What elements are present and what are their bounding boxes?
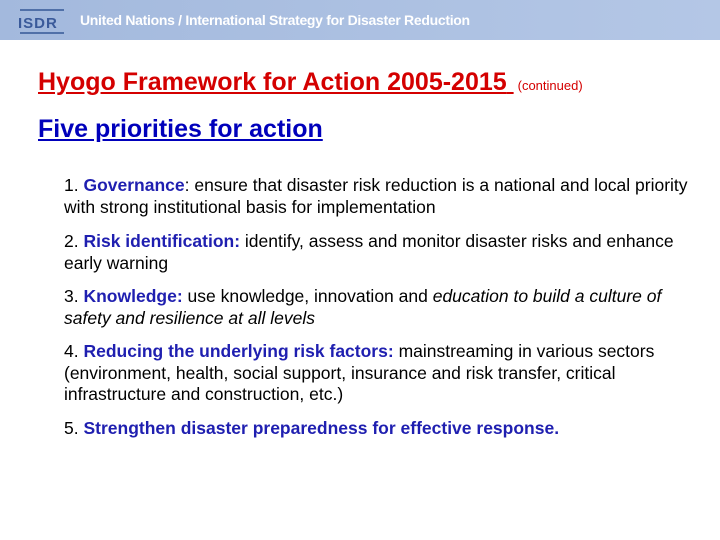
title-note: (continued) <box>517 78 583 93</box>
section-heading: Five priorities for action <box>38 115 323 143</box>
isdr-logo: ISDR <box>16 6 70 36</box>
priority-item: 4. Reducing the underlying risk factors: mainstreaming in various sectors (environment, health, social support, insurance and risk transfer, critical infrastructure and construction, etc.) <box>64 341 655 404</box>
slide-title: Hyogo Framework for Action 2005-2015 (continued) <box>38 68 583 96</box>
header-bar <box>0 0 720 40</box>
priority-item: 5. Strengthen disaster preparedness for effective response. <box>64 418 560 438</box>
priority-item: 3. Knowledge: use knowledge, innovation and education to build a culture of safety and resilience at all levels <box>64 286 662 328</box>
organization-name: United Nations / International Strategy for Disaster Reduction <box>80 12 470 28</box>
priority-item: 1. Governance: ensure that disaster risk reduction is a national and local priority with strong institutional basis for implementation <box>64 175 688 217</box>
priority-item: 2. Risk identification: identify, assess and monitor disaster risks and enhance early warning <box>64 231 674 273</box>
